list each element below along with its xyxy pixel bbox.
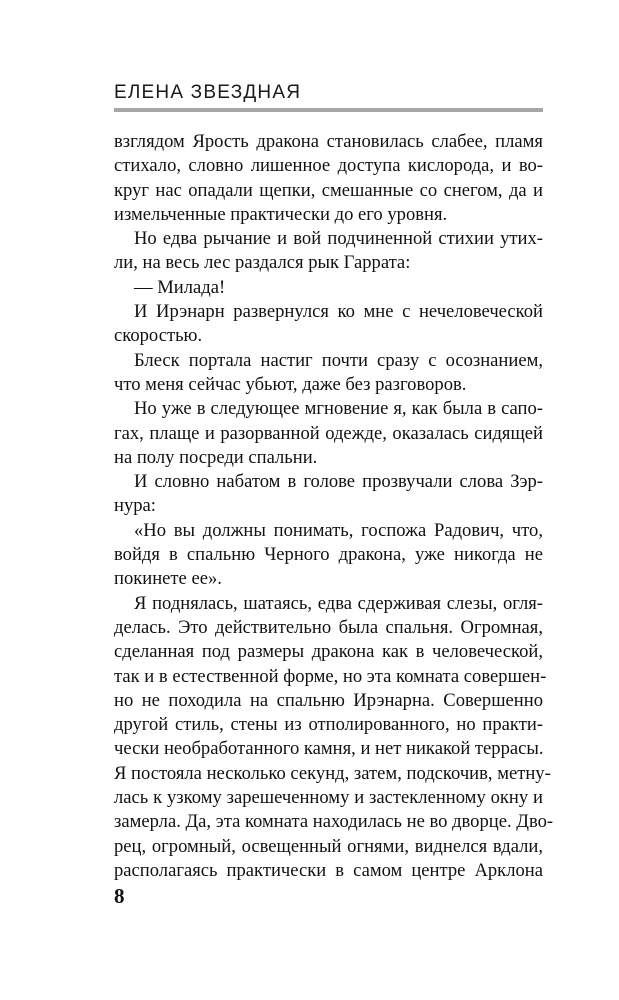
text-line: замерла. Да, эта комната находилась не во дворце. Дво- <box>114 811 554 833</box>
header-rule <box>114 108 543 112</box>
text-line: И словно набатом в голове прозвучали слова Зэр- <box>134 471 543 493</box>
text-line: рец, огромный, освещенный огнями, виднелся вдали, <box>114 835 543 857</box>
text-line: нура: <box>114 495 156 517</box>
text-line: «Но вы должны понимать, госпожа Радович, что, <box>134 519 543 541</box>
text-line: делась. Это действительно была спальня. Огромная, <box>114 616 543 638</box>
text-line: взглядом Ярость дракона становилась слабее, пламя <box>114 131 543 152</box>
text-line: Я постояла несколько секунд, затем, подскочив, метну- <box>114 762 551 784</box>
text-line: Блеск портала настиг почти сразу с осознанием, <box>134 349 543 371</box>
text-line: другой стиль, стены из отполированного, но практи- <box>114 714 543 736</box>
text-line: на полу посреди спальни. <box>114 446 318 468</box>
body-text <box>114 130 554 883</box>
text-line: войдя в спальню Черного дракона, уже никогда не <box>114 544 543 566</box>
text-line: ли, на весь лес раздался рык Гаррата: <box>114 252 411 274</box>
text-line: измельченные практически до его уровня. <box>114 203 448 225</box>
text-line: но не походила на спальню Ирэнарна. Совершенно <box>114 689 543 711</box>
page-number: 8 <box>114 884 125 908</box>
text-line: гах, плаще и разорванной одежде, оказалась сидящей <box>114 422 543 444</box>
text-line: располагаясь практически в самом центре Арклона <box>114 859 543 881</box>
text-line: круг нас опадали щепки, смешанные со снегом, да и <box>114 179 543 201</box>
text-line: скоростью. <box>114 325 203 347</box>
text-line: Но едва рычание и вой подчиненной стихии утих- <box>134 228 543 250</box>
text-line: И Ирэнарн развернулся ко мне с нечеловеческой <box>134 301 543 323</box>
text-line: — Милада! <box>134 276 226 298</box>
running-head-author: ЕЛЕНА ЗВЕЗДНАЯ <box>114 82 302 103</box>
text-line: лась к узкому зарешеченному и застекленному окну и <box>114 787 543 809</box>
text-line: чески необработанного камня, и нет никакой террасы. <box>114 738 544 760</box>
text-line: сделанная под размеры дракона как в человеческой, <box>114 641 543 663</box>
text-line: что меня сейчас убьют, даже без разговоров. <box>114 373 467 395</box>
text-line: так и в естественной форме, но эта комната совершен- <box>114 665 547 687</box>
text-line: Я поднялась, шатаясь, едва сдерживая слезы, огля- <box>134 592 543 614</box>
text-line: Но уже в следующее мгновение я, как была в сапо- <box>134 398 543 420</box>
text-line: стихало, словно лишенное доступа кислорода, и во- <box>114 155 543 177</box>
text-line: покинете ее». <box>114 568 222 590</box>
